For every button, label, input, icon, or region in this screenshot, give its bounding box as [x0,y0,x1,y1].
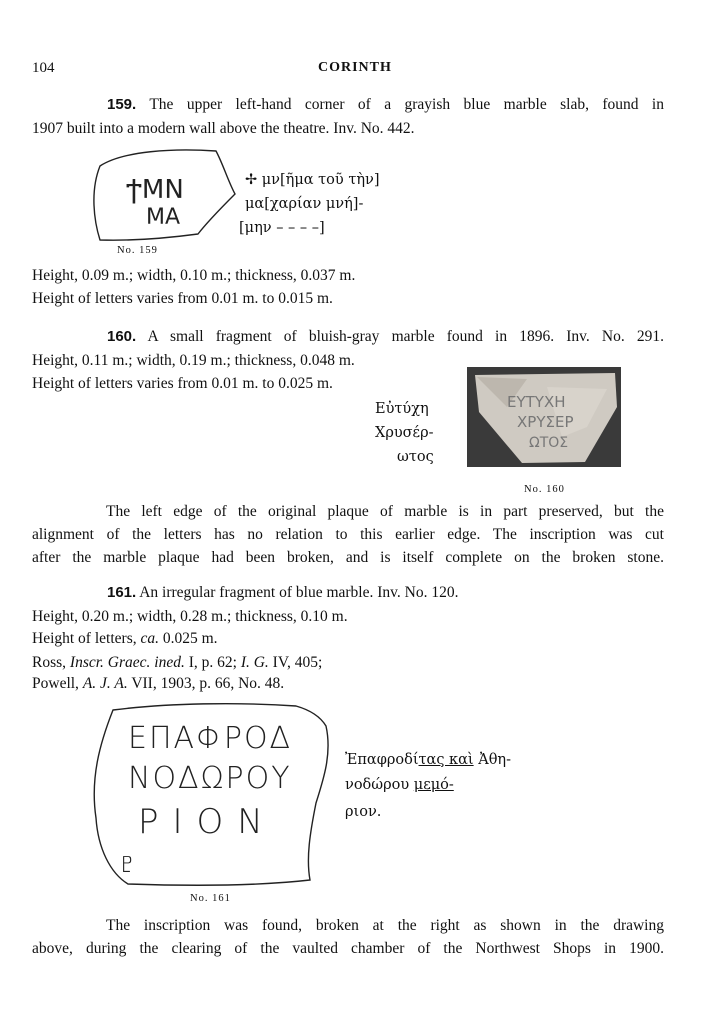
greek-161-line-2: νοδώρου μεμό- [345,777,454,793]
drawing-161-row-1: ΕΠΑΦΡΟΔ [128,721,293,756]
page-number: 104 [32,60,55,76]
para-160-line-2: alignment of the letters has no relation to this earlier edge. The inscription was cut [32,526,664,543]
reference-161-line-1: Ross, Inscr. Graec. ined. I, p. 62; I. G. IV, 405; [32,654,323,671]
drawing-159 [88,146,238,246]
entry-159-line-2: 1907 built into a modern wall above the theatre. Inv. No. 442. [32,120,415,137]
drawing-161 [88,698,338,890]
running-head: CORINTH [318,60,392,75]
para-161-line-1: The inscription was found, broken at the right as shown in the drawing [106,917,664,934]
letter-height-161: Height of letters, ca. 0.025 m. [32,630,218,647]
drawing-161-row-2: ΝΟΔΩΡΟΥ [128,761,292,796]
caption-160: No. 160 [524,484,565,495]
greek-161-line-1: Ἐπαφροδίτας καὶ Ἀθη- [345,752,512,768]
dimensions-161: Height, 0.20 m.; width, 0.28 m.; thickness, 0.10 m. [32,608,348,625]
photo-160 [467,367,621,467]
greek-159-line-2: μα[χαρίαν μνή]- [245,196,364,212]
drawing-161-row-4: ♇ [116,846,139,881]
dimensions-160: Height, 0.11 m.; width, 0.19 m.; thickness, 0.048 m. [32,352,355,369]
entry-161-line-1: 161. An irregular fragment of blue marble. Inv. No. 120. [107,584,459,601]
greek-160-line-2: Χρυσέρ- [375,425,434,441]
greek-160-line-1: Εὐτύχη [375,401,429,417]
greek-160-line-3: ωτος [397,449,434,465]
entry-161-number: 161. [107,584,137,601]
drawing-159-row-2: ΜΑ [146,205,181,230]
para-160-line-1: The left edge of the original plaque of marble is in part preserved, but the [106,503,664,520]
caption-161: No. 161 [190,893,231,904]
letter-height-159: Height of letters varies from 0.01 m. to 0.015 m. [32,290,333,307]
greek-159-line-3: [μην – – – –] [239,220,325,236]
reference-161-line-2: Powell, A. J. A. VII, 1903, p. 66, No. 48. [32,675,285,692]
caption-159: No. 159 [117,245,158,256]
drawing-159-row-1: ϮΜΝ [126,175,184,205]
dimensions-159: Height, 0.09 m.; width, 0.10 m.; thickness, 0.037 m. [32,267,356,284]
photo-160-row-3: ΩΤΟΣ [529,435,569,451]
photo-160-row-1: ΕΥΤΥΧΗ [507,393,566,411]
greek-159-line-1: ✢ μν[ῆμα τοῦ τὴν] [245,172,380,188]
para-160-line-3: after the marble plaque had been broken, and is itself complete on the broken stone. [32,549,664,566]
entry-159-number: 159. [107,96,137,113]
entry-160-number: 160. [107,328,137,345]
entry-159-line-1: 159. The upper left-hand corner of a grayish blue marble slab, found in [107,96,664,113]
drawing-161-row-3: ΡΙΟΝ [138,802,277,842]
para-161-line-2: above, during the clearing of the vaulted chamber of the Northwest Shops in 1900. [32,940,664,957]
photo-160-row-2: ΧΡΥΣΕΡ [517,413,574,431]
greek-161-line-3: ριον. [345,804,382,820]
letter-height-160: Height of letters varies from 0.01 m. to 0.025 m. [32,375,333,392]
entry-160-line-1: 160. A small fragment of bluish-gray marble found in 1896. Inv. No. 291. [107,328,664,345]
